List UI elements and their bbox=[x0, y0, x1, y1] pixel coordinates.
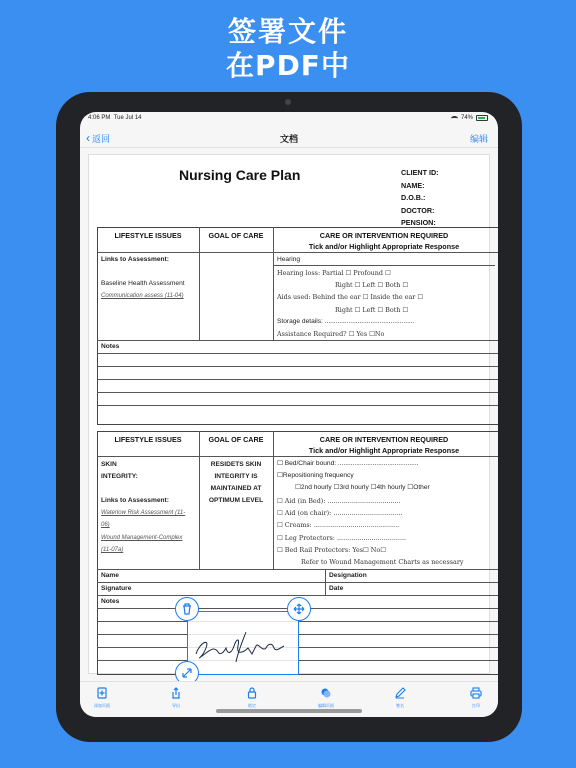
col-care-header: CARE OR INTERVENTION REQUIRED bbox=[319, 231, 449, 240]
tab-export-label: 导出 bbox=[172, 703, 180, 708]
promo-line-2: 在PDF中 bbox=[226, 49, 350, 82]
skin-line-4: ☐ Aid (in Bed): .................................... bbox=[277, 497, 401, 505]
signature-overlay[interactable] bbox=[187, 611, 299, 675]
battery-percent: 74% bbox=[460, 115, 473, 121]
signature-drawing bbox=[188, 612, 296, 672]
links-label-2: Links to Assessment: bbox=[101, 497, 169, 504]
status-bar bbox=[80, 112, 498, 126]
client-pension-label: PENSION: bbox=[401, 218, 436, 228]
goal-line-4: OPTIMUM LEVEL bbox=[208, 497, 264, 504]
date-label: Date bbox=[329, 585, 344, 592]
notes-label-1: Notes bbox=[101, 343, 120, 350]
col-goal-header-2: GOAL OF CARE bbox=[208, 435, 264, 444]
col-care-subheader-2: Tick and/or Highlight Appropriate Response bbox=[308, 446, 460, 455]
bottom-toolbar bbox=[80, 681, 498, 717]
navigation-bar bbox=[80, 128, 498, 148]
client-info bbox=[401, 167, 439, 230]
hearing-line-5: Storage details: ................................................. bbox=[277, 318, 415, 325]
hearing-line-4: Right ☐ Left ☐ Both ☐ bbox=[335, 306, 409, 314]
document-title: Nursing Care Plan bbox=[179, 167, 301, 183]
skin-label: SKIN bbox=[101, 461, 117, 468]
hearing-label: Hearing bbox=[277, 256, 301, 263]
client-doctor-label: DOCTOR: bbox=[401, 205, 435, 215]
integrity-label: INTEGRITY: bbox=[101, 473, 138, 480]
sign-icon bbox=[380, 687, 420, 702]
wound-complex-link[interactable]: Wound Management-Complex bbox=[101, 535, 183, 541]
tab-edit-page[interactable] bbox=[306, 687, 346, 709]
goal-line-2: INTEGRITY IS bbox=[214, 473, 258, 480]
client-id-label: CLIENT ID: bbox=[401, 168, 439, 177]
client-dob-label: D.O.B.: bbox=[401, 193, 426, 203]
page-title: 文档 bbox=[279, 134, 298, 144]
wound-complex-link-cont[interactable]: (11-07a) bbox=[101, 547, 124, 553]
goal-line-1: RESIDETS SKIN bbox=[210, 461, 262, 468]
app-screen bbox=[80, 112, 498, 717]
move-icon bbox=[293, 603, 305, 615]
promo-line-1: 签署文件 bbox=[227, 15, 348, 48]
skin-line-1: ☐ Bed/Chair bound: ............................................ bbox=[277, 460, 419, 467]
pdf-document[interactable] bbox=[88, 154, 490, 674]
home-indicator[interactable] bbox=[216, 709, 362, 713]
tab-add-page-label: 添加页面 bbox=[94, 703, 110, 708]
skin-line-5: ☐ Aid (on chair): .................................. bbox=[277, 509, 403, 517]
tab-sign-label: 签名 bbox=[396, 703, 404, 708]
print-icon bbox=[456, 687, 496, 702]
status-time: 4:06 PM bbox=[88, 115, 111, 121]
skin-line-2: ☐Repositioning frequency bbox=[277, 472, 354, 479]
add-page-icon bbox=[82, 687, 122, 702]
tab-print-label: 打印 bbox=[472, 703, 480, 708]
hearing-line-3: Aids used: Behind the ear ☐ Inside the ear ☐ bbox=[277, 293, 424, 301]
notes-label-2: Notes bbox=[101, 598, 120, 605]
tab-export[interactable] bbox=[156, 687, 196, 709]
col-goal-header: GOAL OF CARE bbox=[208, 231, 264, 240]
col-care-header-2: CARE OR INTERVENTION REQUIRED bbox=[319, 435, 449, 444]
communication-link[interactable]: Communication assess (11-04) bbox=[101, 293, 184, 299]
battery-icon bbox=[476, 115, 488, 121]
edit-button[interactable]: 编辑 bbox=[469, 134, 488, 144]
client-name-label: NAME: bbox=[401, 180, 425, 190]
hearing-line-6: Assistance Required? ☐ Yes ☐No bbox=[277, 330, 385, 338]
skin-line-8: ☐ Bed Rail Protectors: Yes☐ No☐ bbox=[277, 546, 386, 554]
col-care-subheader: Tick and/or Highlight Appropriate Response bbox=[308, 242, 460, 251]
waterlow-link-cont[interactable]: 06) bbox=[101, 522, 110, 528]
name-label: Name bbox=[101, 572, 119, 579]
baseline-label: Baseline Health Assessment bbox=[101, 280, 185, 287]
chevron-left-icon: ‹ bbox=[86, 131, 90, 145]
wifi-icon bbox=[451, 116, 458, 121]
skin-line-6: ☐ Creams: .......................................... bbox=[277, 521, 400, 529]
col-lifestyle-header-2: LIFESTYLE ISSUES bbox=[114, 435, 182, 444]
delete-signature-button[interactable] bbox=[175, 597, 199, 621]
resize-icon bbox=[182, 668, 192, 678]
signature-label: Signature bbox=[101, 585, 132, 592]
hearing-line-1: Hearing loss: Partial ☐ Profound ☐ bbox=[277, 269, 391, 277]
tab-add-page[interactable] bbox=[82, 687, 122, 709]
tab-sign[interactable] bbox=[380, 687, 420, 709]
lock-icon bbox=[232, 687, 272, 702]
tab-edit-page-label: 编辑页面 bbox=[318, 703, 334, 708]
links-label: Links to Assessment: bbox=[101, 256, 169, 263]
status-date: Tue Jul 14 bbox=[113, 115, 142, 121]
waterlow-link[interactable]: Waterlow Risk Assessment (11- bbox=[101, 510, 186, 516]
back-label: 返回 bbox=[92, 134, 111, 144]
designation-label: Designation bbox=[329, 572, 367, 579]
share-icon bbox=[156, 687, 196, 702]
move-signature-button[interactable] bbox=[287, 597, 311, 621]
tab-lock-label: 锁定 bbox=[248, 703, 256, 708]
tab-lock[interactable] bbox=[232, 687, 272, 709]
hearing-line-2: Right ☐ Left ☐ Both ☐ bbox=[335, 281, 409, 289]
skin-line-10: Refer to Wound Management Charts as necessary bbox=[301, 558, 464, 566]
skin-line-7: ☐ Leg Protectors: .................................. bbox=[277, 534, 407, 542]
edit-page-icon bbox=[306, 687, 346, 702]
skin-line-3: ☐2nd hourly ☐3rd hourly ☐4th hourly ☐Other bbox=[295, 484, 430, 491]
tab-print[interactable] bbox=[456, 687, 496, 709]
goal-line-3: MAINTAINED AT bbox=[210, 485, 262, 492]
col-lifestyle-header: LIFESTYLE ISSUES bbox=[114, 231, 182, 240]
trash-icon bbox=[182, 603, 192, 615]
